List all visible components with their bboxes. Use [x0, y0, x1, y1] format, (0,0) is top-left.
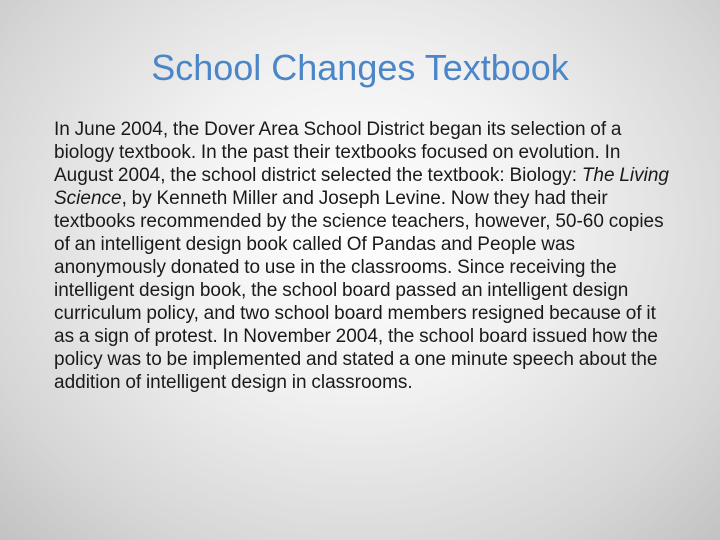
slide-title: School Changes Textbook [151, 47, 569, 88]
body-text-part-2: , by Kenneth Miller and Joseph Levine. Now they had their textbooks recommended by the science teachers, however, 50-60 copies of an intelligent design book called Of Pandas and People was anonymously donated to use in the classrooms. Since receiving the intelligent design book, the school board passed an intelligent design curriculum policy, and two school board members resigned because of it as a sign of protest. In November 2004, the school board issued how the policy was to be implemented and stated a one minute speech about the addition of intelligent design in classrooms. [54, 188, 664, 393]
book-title: The Living Science [54, 165, 669, 209]
slide-body-text [54, 118, 680, 394]
body-text-part-1: In June 2004, the Dover Area School District began its selection of a biology textbook. In the past their textbooks focused on evolution. In August 2004, the school district selected the textbook: Biology: [54, 119, 622, 186]
